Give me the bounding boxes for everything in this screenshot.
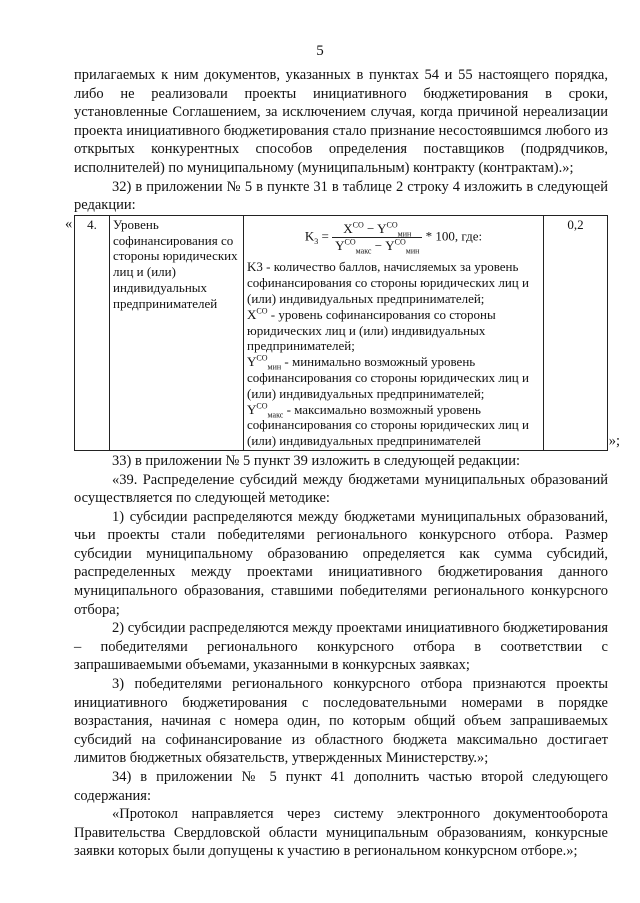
paragraph-subitem-3: 3) победителями регионального конкурсного отбора признаются проекты инициативного бюджетирования с последовательными номерами в порядке возрастания, начиная с номера один, по которым общий объем запрашиваемых субсидий на софинансирование из областного бюджета максимально достигает лимитов бюджетных обязательств, утвержденных Министерству.»;: [74, 676, 608, 767]
table-row: [75, 215, 608, 450]
amendment-table-wrap: [65, 215, 620, 451]
paragraph-continuation: прилагаемых к ним документов, указанных в пунктах 54 и 55 настоящего порядка, либо не реализовали проекты инициативного бюджетирования в сроки, установленные Соглашением, за исключением случая, когда причиной нереализации проекта инициативного бюджетирования стало признание несостоявшимся любого из открытых конкурентных способов определения поставщиков (подрядчиков, исполнителей) по муниципальному (муниципальным) контракту (контрактам).»;: [74, 67, 608, 176]
row-formula-cell: [244, 215, 544, 450]
formula-denominator: $Y^{CO}_{макс} - Y^{CO}_{мин}$: [335, 237, 420, 256]
score-formula: $K_3$ = $\frac{X^{CO} - Y^{CO}_{мин}}{Y^{CO}_{макс} - Y^{CO}_{мин}}$ * 100, где:: [304, 220, 483, 256]
document-body: [65, 66, 620, 861]
paragraph-protocol: «Протокол направляется через систему электронного документооборота Правительства Свердловской области муниципальным образованиям, конкурсные заявки которых были допущены к участию в региональном конкурсном отборе.»;: [74, 806, 608, 860]
page-number: 5: [316, 43, 324, 59]
row-value-cell: 0,2: [544, 215, 608, 450]
formula-numerator: $X^{CO} - Y^{CO}_{мин}$: [332, 221, 422, 238]
paragraph-item-32: 32) в приложении № 5 в пункте 31 в таблице 2 строку 4 изложить в следующей редакции:: [74, 178, 608, 214]
paragraph-subitem-2: 2) субсидии распределяются между проектами инициативного бюджетирования – победителями регионального конкурсного отбора в соответствии с запрашиваемыми объемами, указанными в конкурсных заявках;: [74, 620, 608, 674]
paragraph-item-34: 34) в приложении № 5 пункт 41 дополнить частью второй следующего содержания:: [74, 769, 608, 804]
definition-k3: K3 - количество баллов, начисляемых за уровень софинансирования со стороны юридических лиц и (или) индивидуальных предпринимателей;: [247, 259, 529, 306]
paragraph-point-39: «39. Распределение субсидий между бюджетами муниципальных образований осуществляется по следующей методике:: [74, 471, 608, 507]
table-quote-open: «: [65, 215, 73, 232]
paragraph-item-33: 33) в приложении № 5 пункт 39 изложить в следующей редакции:: [112, 452, 520, 469]
row-name-cell: Уровень софинансирования со стороны юридических лиц и (или) индивидуальных предпринимателей: [110, 215, 244, 450]
definition-ymax: $Y^{CO}_{макс}$ - максимально возможный уровень софинансирования со стороны юридических лиц и (или) индивидуальных предпринимателей: [247, 401, 529, 449]
definition-xco: $X^{CO}$ - уровень софинансирования со стороны юридических лиц и (или) индивидуальных предпринимателей;: [247, 306, 496, 354]
table-quote-close: »;: [608, 433, 620, 450]
row-number-cell: 4.: [75, 215, 110, 450]
paragraph-subitem-1: 1) субсидии распределяются между бюджетами муниципальных образований, чьи проекты стали победителями регионального конкурсного отбора. Размер субсидии муниципальному образованию определяется как сумма субсидий, распределенных между проектами инициативного бюджетирования данного муниципального образования, ставшими победителями регионального конкурсного отбора;: [74, 508, 608, 618]
formula-fraction: [332, 221, 422, 254]
amendment-table: [74, 215, 608, 451]
definition-ymin: $Y^{CO}_{мин}$ - минимально возможный уровень софинансирования со стороны юридических лиц и (или) индивидуальных предпринимателей;: [247, 353, 529, 401]
